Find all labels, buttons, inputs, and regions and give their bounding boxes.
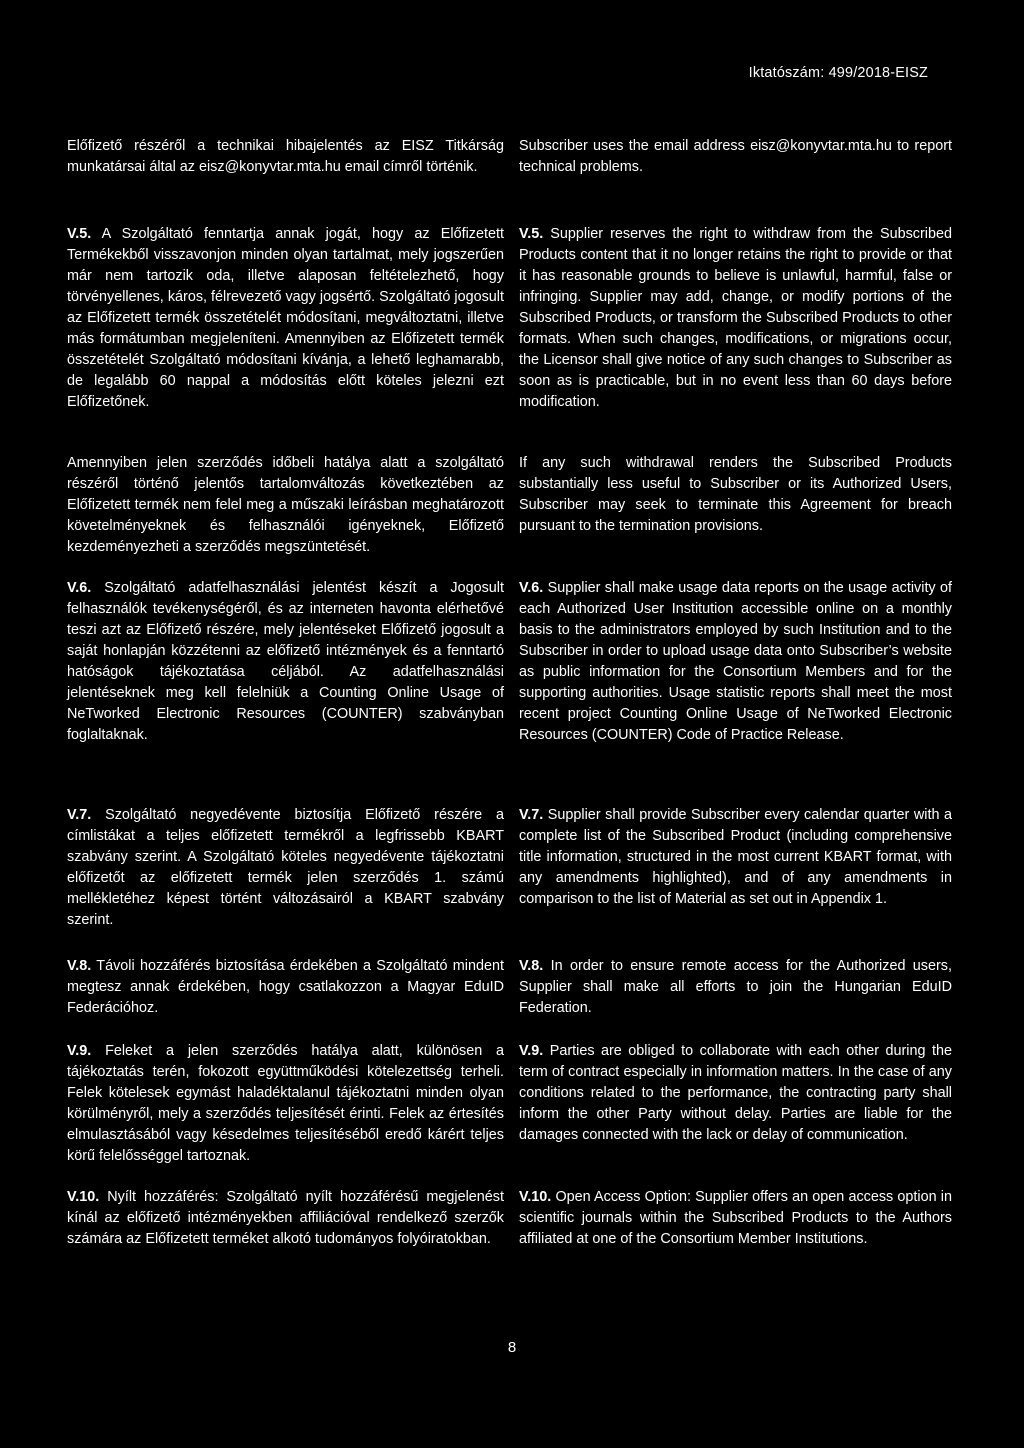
section-number: V.10. bbox=[519, 1189, 552, 1205]
section-number: V.9. bbox=[519, 1043, 544, 1059]
paragraph-en-v5 bbox=[519, 224, 952, 413]
section-number: V.7. bbox=[67, 807, 92, 823]
paragraph-text: Szolgáltató adatfelhasználási jelentést készít a Jogosult felhasználók tevékenységéről, és az interneten havonta elérhetővé teszi azt az Előfizető részére, mely jelentéseket Előfizető jogosult a saját honlapján közzétenni az előfizető intézmények és a fenntartó hatóságok tájékoztatása céljából. Az adatfelhasználási jelentéseknek meg kell felelniük a Counting Online Usage of NeTworked Electronic Resources (COUNTER) szabványban foglaltaknak. bbox=[67, 580, 504, 743]
paragraph-text: Távoli hozzáférés biztosítása érdekében a Szolgáltató mindent megtesz annak érdekében, hogy csatlakozzon a Magyar EduID Federációhoz. bbox=[67, 958, 504, 1016]
paragraph-hu-v7 bbox=[67, 805, 504, 931]
paragraph-hu-termination bbox=[67, 453, 504, 558]
section-number: V.5. bbox=[519, 226, 544, 242]
section-number: V.6. bbox=[67, 580, 92, 596]
section-number: V.8. bbox=[519, 958, 544, 974]
paragraph-text: In order to ensure remote access for the Authorized users, Supplier shall make all efforts to join the Hungarian EduID Federation. bbox=[519, 958, 952, 1016]
paragraph-text: Supplier reserves the right to withdraw from the Subscribed Products content that it no longer retains the right to provide or that it has reasonable grounds to believe is unlawful, harmful, false or infringing. Supplier may add, change, or modify portions of the Subscribed Products, or transform the Subscribed Products to other formats. When such changes, modifications, or migrations occur, the Licensor shall give notice of any such changes to Subscriber as soon as is practicable, but in no event less than 60 days before modification. bbox=[519, 226, 952, 410]
section-number: V.10. bbox=[67, 1189, 100, 1205]
paragraph-hu-v9 bbox=[67, 1041, 504, 1167]
paragraph-text: Feleket a jelen szerződés hatálya alatt, különösen a tájékoztatás terén, fokozott együttműködési kötelezettség terheli. Felek kötelesek egymást haladéktalanul tájékoztatni minden olyan körülményről, mely a szerződés teljesítését érinti. Felek az értesítés elmulasztásából vagy késedelmes teljesítéséből eredő kárért teljes körű felelősséggel tartoznak. bbox=[67, 1043, 504, 1164]
paragraph-hu-v8 bbox=[67, 956, 504, 1019]
section-number: V.5. bbox=[67, 226, 92, 242]
document-reference-number: Iktatószám: 499/2018-EISZ bbox=[748, 65, 928, 81]
paragraph-text: If any such withdrawal renders the Subscribed Products substantially less useful to Subscriber or its Authorized Users, Subscriber may seek to terminate this Agreement for breach pursuant to the termination provisions. bbox=[519, 455, 952, 534]
paragraph-hu-v10 bbox=[67, 1187, 504, 1250]
paragraph-en-v10 bbox=[519, 1187, 952, 1250]
paragraph-en-termination bbox=[519, 453, 952, 537]
paragraph-text: Szolgáltató negyedévente biztosítja Előfizető részére a címlistákat a teljes előfizetett termékről a legfrissebb KBART szabvány szerint. A Szolgáltató köteles negyedévente tájékoztatni előfizetőt az előfizetett termék jelen szerződés 1. számú mellékletéhez képest történt változásairól a KBART szabvány szerint. bbox=[67, 807, 504, 928]
paragraph-text: Parties are obliged to collaborate with each other during the term of contract especially in information matters. In the case of any conditions related to the performance, the contracting party shall inform the other Party without delay. Parties are liable for the damages connected with the lack or delay of communication. bbox=[519, 1043, 952, 1143]
paragraph-text: A Szolgáltató fenntartja annak jogát, hogy az Előfizetett Termékekből visszavonjon minden olyan tartalmat, mely jogszerűen már nem tartozik oda, illetve alaposan feltételezhető, hogy törvényellenes, káros, félrevezető vagy jogsértő. Szolgáltató jogosult az Előfizetett termék összetételét módosítani, megváltoztatni, illetve más formátumban megjeleníteni. Amennyiben az Előfizetett termék összetételét Szolgáltató módosítani kívánja, a lehető leghamarabb, de legalább 60 nappal a módosítás előtt köteles jelezni ezt Előfizetőnek. bbox=[67, 226, 504, 410]
paragraph-en-v7 bbox=[519, 805, 952, 910]
section-number: V.6. bbox=[519, 580, 544, 596]
paragraph-text: Előfizető részéről a technikai hibajelentés az EISZ Titkárság munkatársai által az eisz@konyvtar.mta.hu email címről történik. bbox=[67, 138, 504, 175]
section-number: V.8. bbox=[67, 958, 92, 974]
paragraph-en-v6 bbox=[519, 578, 952, 746]
paragraph-en-error-reporting bbox=[519, 136, 952, 178]
paragraph-text: Supplier shall make usage data reports on the usage activity of each Authorized User Institution accessible online on a monthly basis to the administrators employed by such Institution and to the Subscriber in order to upload usage data onto Subscriber’s website as public information for the Consortium Members and for the supporting authorities. Usage statistic reports shall meet the most recent project Counting Online Usage of NeTworked Electronic Resources (COUNTER) Code of Practice Release. bbox=[519, 580, 952, 743]
paragraph-en-v8 bbox=[519, 956, 952, 1019]
paragraph-text: Amennyiben jelen szerződés időbeli hatálya alatt a szolgáltató részéről történő jelentős tartalomváltozás következtében az Előfizetett termék nem felel meg a műszaki leírásban meghatározott követelményeknek és felhasználói igényeknek, Előfizető kezdeményezheti a szerződés megszüntetését. bbox=[67, 455, 504, 555]
paragraph-text: Open Access Option: Supplier offers an open access option in scientific journals within the Subscribed Products to the Authors affiliated at one of the Consortium Member Institutions. bbox=[519, 1189, 952, 1247]
page-number: 8 bbox=[507, 1339, 517, 1356]
paragraph-hu-v5 bbox=[67, 224, 504, 413]
paragraph-en-v9 bbox=[519, 1041, 952, 1146]
paragraph-text: Subscriber uses the email address eisz@konyvtar.mta.hu to report technical problems. bbox=[519, 138, 952, 175]
paragraph-text: Nyílt hozzáférés: Szolgáltató nyílt hozzáférésű megjelenést kínál az előfizető intézményekben affiliációval rendelkező szerzők számára az Előfizetett terméket alkotó tudományos folyóiratokban. bbox=[67, 1189, 504, 1247]
section-number: V.9. bbox=[67, 1043, 92, 1059]
paragraph-text: Supplier shall provide Subscriber every calendar quarter with a complete list of the Subscribed Product (including comprehensive title information, structured in the most current KBART format, with any amendments highlighted), and of any amendments in comparison to the list of Material as set out in Appendix 1. bbox=[519, 807, 952, 907]
paragraph-hu-v6 bbox=[67, 578, 504, 746]
paragraph-hu-error-reporting bbox=[67, 136, 504, 178]
section-number: V.7. bbox=[519, 807, 544, 823]
